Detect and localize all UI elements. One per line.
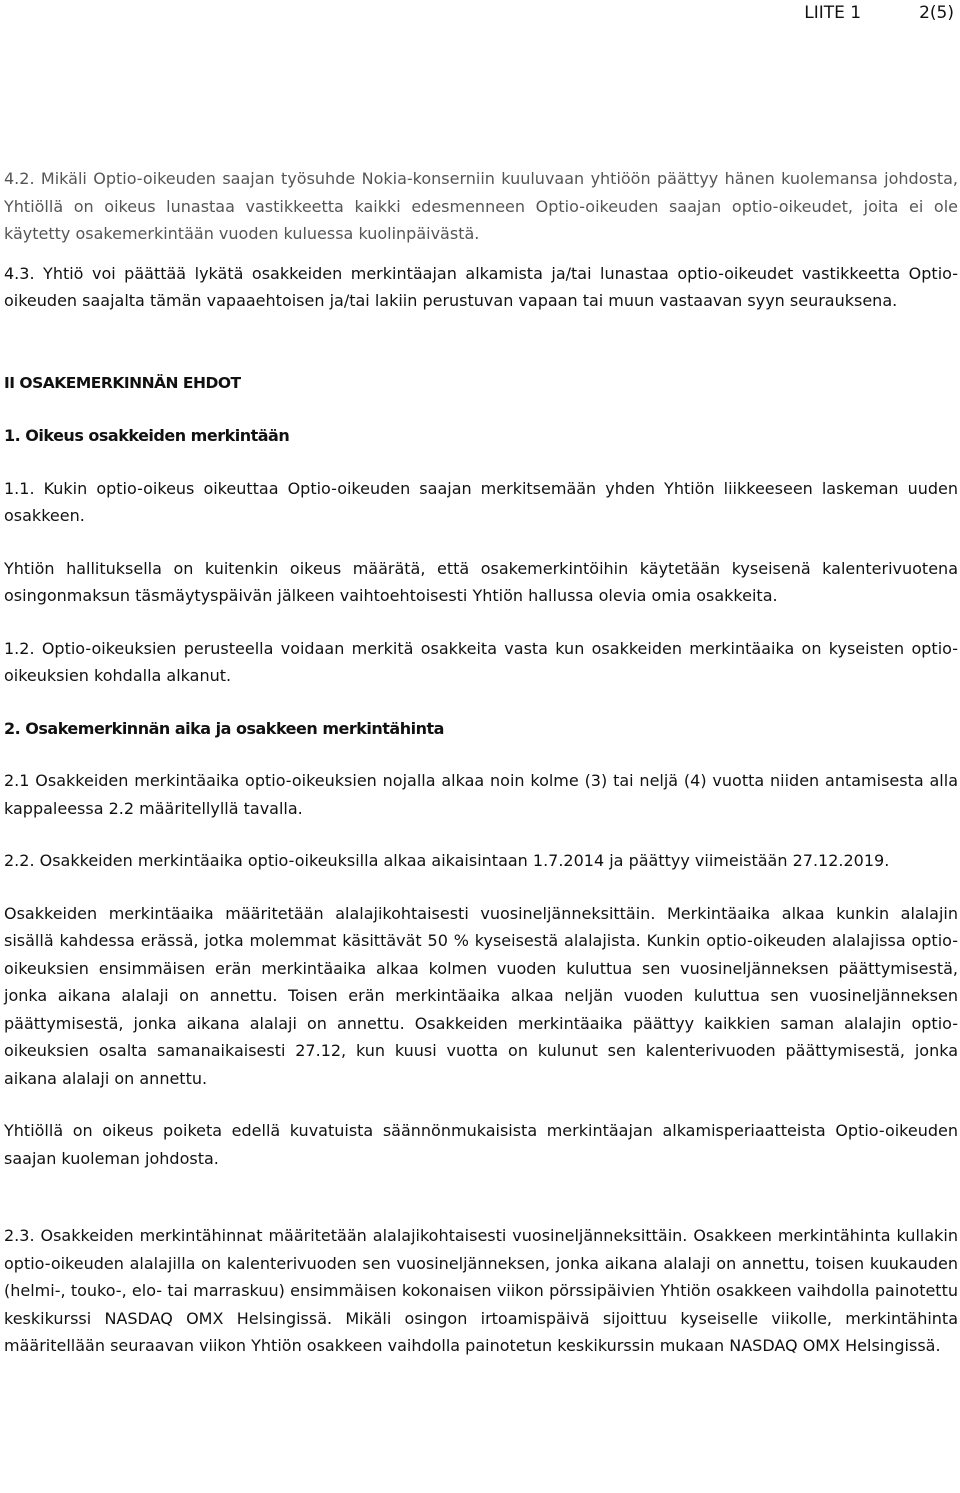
document-body [4, 165, 958, 1360]
paragraph-4-2: 4.2. Mikäli Optio-oikeuden saajan työsuhde Nokia-konserniin kuuluvaan yhtiöön päättyy hänen kuolemansa johdosta, Yhtiöllä on oikeus lunastaa vastikkeetta kaikki edesmenneen Optio-oikeuden saajan optio-oikeudet, joita ei ole käytetty osakemerkintään vuoden kuluessa kuolinpäivästä. [4, 169, 958, 243]
page-number: 2(5) [919, 3, 954, 23]
paragraph-1-2: 1.2. Optio-oikeuksien perusteella voidaan merkitä osakkeita vasta kun osakkeiden merkintäaika on kyseisten optio-oikeuksien kohdalla alkanut. [4, 638, 958, 685]
paragraph-2-1: 2.1 Osakkeiden merkintäaika optio-oikeuksien nojalla alkaa noin kolme (3) tai neljä (4) vuotta niiden antamisesta alla kappaleessa 2.2 määritellyllä tavalla. [4, 771, 958, 818]
paragraph-1-1: 1.1. Kukin optio-oikeus oikeuttaa Optio-oikeuden saajan merkitsemään yhden Yhtiön liikkeeseen laskeman uuden osakkeen. [4, 478, 958, 525]
heading-osakemerkinnan-aika: 2. Osakemerkinnän aika ja osakkeen merkintähinta [4, 718, 444, 738]
appendix-label: LIITE 1 [804, 3, 862, 23]
paragraph-2-2-poikkeus: Yhtiöllä on oikeus poiketa edellä kuvatuista säännönmukaisista merkintäajan alkamisperiaatteista Optio-oikeuden saajan kuoleman johdosta. [4, 1121, 958, 1168]
paragraph-4-3: 4.3. Yhtiö voi päättää lykätä osakkeiden merkintäajan alkamista ja/tai lunastaa optio-oikeudet vastikkeetta Optio-oikeuden saajalta tämän vapaaehtoisen ja/tai lakiin perustuvan vapaan tai muun vastaavan syyn seurauksena. [4, 263, 958, 310]
heading-osakemerkinnan-ehdot: II OSAKEMERKINNÄN EHDOT [4, 373, 241, 392]
paragraph-2-2: 2.2. Osakkeiden merkintäaika optio-oikeuksilla alkaa aikaisintaan 1.7.2014 ja päättyy viimeistään 27.12.2019. [4, 851, 890, 870]
page-header [804, 0, 954, 28]
paragraph-2-3: 2.3. Osakkeiden merkintähinnat määritetään alalajikohtaisesti vuosineljänneksittäin. Osakkeen merkintähinta kullakin optio-oikeuden alalajilla on kalenterivuoden sen vuosineljänneksen, jonka aikana alalaji on annettu, toisen kuukauden (helmi-, touko-, elo- tai marraskuu) ensimmäisen kokonaisen viikon pörssipäivien Yhtiön osakkeen vaihdolla painotettu keskikurssi NASDAQ OMX Helsingissä. Mikäli osingon irtoamispäivä sijoittuu kyseiselle viikolle, merkintähinta määritellään seuraavan viikon Yhtiön osakkeen vaihdolla painotetun keskikurssin mukaan NASDAQ OMX Helsingissä. [4, 1226, 958, 1355]
paragraph-2-2-merkintaaika: Osakkeiden merkintäaika määritetään alalajikohtaisesti vuosineljänneksittäin. Merkintäaika alkaa kunkin alalajin sisällä kahdessa erässä, jotka molemmat käsittävät 50 % kyseisestä alalajista. Kunkin optio-oikeuden alalajissa optio-oikeuksien ensimmäisen erän merkintäaika alkaa kolmen vuoden kuluttua sen vuosineljänneksen päättymisestä, jonka aikana alalaji on annettu. Toisen erän merkintäaika alkaa neljän vuoden kuluttua sen vuosineljänneksen päättymisestä, jonka aikana alalaji on annettu. Osakkeiden merkintäaika päättyy kaikkien saman alalajin optio-oikeuksien osalta samanaikaisesti 27.12, kun kuusi vuotta on kulunut sen kalenterivuoden päättymisestä, jonka aikana alalaji on annettu. [4, 903, 958, 1088]
paragraph-1-1-hallitus: Yhtiön hallituksella on kuitenkin oikeus määrätä, että osakemerkintöihin käytetään kyseisenä kalenterivuotena osingonmaksun täsmäytyspäivän jälkeen vaihtoehtoisesti Yhtiön hallussa olevia omia osakkeita. [4, 558, 958, 605]
heading-oikeus-osakkeiden-merkintaan: 1. Oikeus osakkeiden merkintään [4, 426, 290, 445]
